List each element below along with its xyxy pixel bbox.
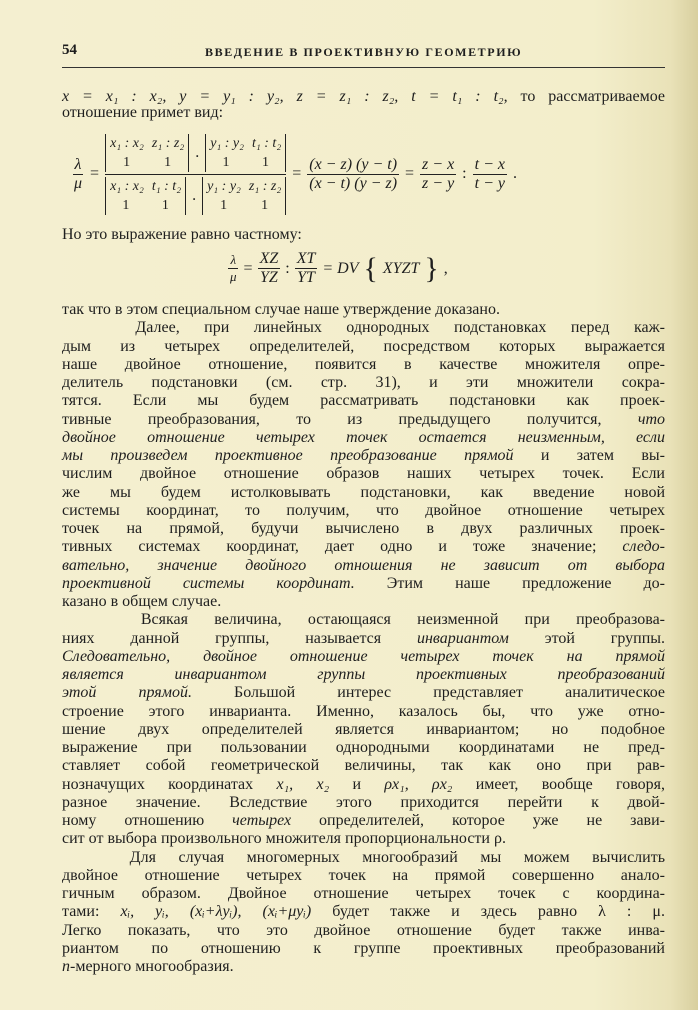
text-line [62,885,665,903]
dv-operator: = DV [322,259,359,277]
text-segment: и [329,775,385,793]
text-segment: ному отношению [62,812,233,829]
text-segment: тами: [62,903,121,921]
text-line [62,922,665,940]
text-segment: -мерного многообразия. [70,958,234,975]
determinant-entry: t₁ : t₂ [252,135,282,151]
text-segment: наше двойное отношение, появится в качестве множителя опре- [62,355,665,373]
page-number: 54 [62,42,77,58]
text-line [62,502,665,520]
italic-text: четырех [232,812,292,829]
text-segment: строение этого инварианта. Именно, казалось бы, что уже отно- [62,702,665,720]
text-segment: Большой интерес представляет аналитическое [191,684,666,702]
text-line [62,830,665,848]
determinant-row [110,196,181,215]
numerator: XZ [259,250,279,267]
difference-fraction [307,156,399,193]
text-segment: тивные преобразования, то из предыдущего получится, [62,410,638,428]
colon: : [285,259,290,277]
denominator [105,175,286,215]
text-line [62,721,665,739]
determinant [105,134,189,172]
dot: . [195,143,200,161]
italic-text: проективной системы координат. [62,574,355,592]
text-line [62,465,665,483]
determinant-entry: 1 [164,154,172,170]
text-line [62,648,665,666]
determinant-row [110,134,184,153]
ratio-2 [473,156,507,193]
fraction-xt-yt [295,250,318,287]
text-segment: Для случая многомерных многообразий мы можем вычислить [62,848,665,866]
determinant [105,177,186,215]
text-segment: сит от выбора произвольного множителя пропорциональности ρ. [62,830,506,848]
text-line [62,903,665,921]
text-line [62,356,665,374]
italic-text: инвариантом [416,629,509,647]
italic-text: двойное отношение четырех точек остается неизменным, если [62,428,665,446]
text-segment: Этим наше предложение до- [354,574,665,592]
text-line [62,703,665,721]
italic-text: мы произведем проективное преобразование прямой [62,447,514,464]
equals: = [292,165,302,182]
comma: , [443,259,448,277]
text-segment: тивных системах координат, дает одно и тоже значение; [62,538,623,556]
determinant-entry: 1 [161,197,169,213]
text-line [62,374,665,392]
denominator: z − y [422,174,455,192]
denominator: (x − t) (y − z) [309,174,398,192]
intro-line-2: отношение примет вид: [62,104,224,121]
determinant-row [110,177,181,196]
determinant-fraction [105,134,286,215]
text-line [62,447,665,465]
text-segment: тятся. Если мы будем рассматривать подстановки как проек- [62,392,665,410]
text-segment: точек на прямой, будучи вычислено в двух различных проек- [62,520,665,537]
determinant-row [207,177,281,196]
text-segment: определителей, которое уже не зави- [291,812,665,829]
mu: μ [74,174,83,192]
text-segment: дым из четырех определителей, посредством которых выражается [62,337,665,355]
header-rule [62,67,665,68]
text-line [62,557,665,575]
italic-text: этой прямой. [62,684,192,702]
text-line: Но это выражение равно частному: [62,226,302,243]
numerator: (x − z) (y − t) [309,155,398,173]
text-line [62,666,665,684]
numerator: XT [296,250,316,267]
text-segment: системы координат, то получим, что двойное отношение четырех [62,501,665,519]
denominator: YT [297,269,315,286]
text-line [62,520,665,538]
text-segment: гичным образом. Двойное отношение четырех точек с координа- [62,885,665,902]
text-segment: двойное отношение четырех точек на прямой совершенно анало- [62,866,665,884]
mu: μ [230,269,237,284]
text-segment: Всякая величина, остающаяся неизменной при преобразова- [62,611,665,629]
text-segment: числим двойное отношение образов наших четырех точек. Если [62,465,665,483]
numerator: z − x [422,155,455,173]
italic-text: является инвариантом группы проективных преобразований [62,666,665,683]
text-segment: будет также и здесь равно λ : μ. [311,903,665,921]
determinant-row [207,196,281,215]
determinant-entry: 1 [261,154,269,170]
determinant-entry: x₁ : x₂ [110,135,144,151]
text-segment: Легко показать, что это двойное отношение будет также инва- [62,921,665,939]
text-line [62,812,665,830]
numerator [105,134,286,175]
points: XYZT [382,259,420,277]
text-segment: шение двух определителей является инвариантом; но подобное [62,720,665,738]
text-line [62,940,665,958]
lambda: λ [230,252,237,267]
text-line [62,757,665,775]
equals: = [243,259,253,277]
text-line [62,538,665,556]
text-segment: риантом по отношению к группе проективных преобразований [62,939,665,957]
text-line [62,739,665,757]
determinant-equation [72,126,672,222]
italic-text: x₁, x₂ [276,775,330,793]
equals: = [90,165,100,182]
cross-ratio-equation [228,250,448,287]
determinant-entry: 1 [220,197,228,213]
determinant-entry: y₁ : y₂ [210,135,245,151]
fraction-xz-yz [258,250,281,287]
text-line [62,849,665,867]
text-segment: так что в этом специальном случае наше утверждение доказано. [62,301,500,318]
determinant-entry: 1 [222,154,230,170]
dot: . [192,186,197,204]
determinant-entry: 1 [122,197,130,213]
text-line [62,611,665,629]
text-segment: казано в общем случае. [62,593,222,610]
italic-text: следо- [622,538,665,556]
ratio-1 [420,156,456,193]
period: . [512,165,517,182]
text-line [62,319,665,337]
text-line [62,392,665,410]
text-line [62,593,665,611]
text-segment: делитель подстановки (см. стр. 31), и эти множители сокра- [62,374,665,391]
lambda-over-mu [72,156,84,193]
text-line [62,958,665,976]
numerator: t − x [474,155,505,173]
determinant-entry: z₁ : z₂ [248,178,282,194]
intro-text: то рассматриваемое [520,88,666,105]
text-line [62,338,665,356]
colon: : [462,165,467,182]
denominator: t − y [474,174,505,192]
text-segment: же мы будем истолковывать подстановки, как введение новой [62,483,665,501]
lambda: λ [74,155,82,173]
text-segment: нозначущих координатах [62,775,277,793]
text-line [62,575,665,593]
determinant [202,177,286,215]
determinant-row [210,134,281,153]
text-line [62,301,665,319]
italic-text: что [637,410,665,428]
left-brace: { [363,251,378,285]
text-line [62,630,665,648]
determinant [205,134,286,172]
determinant-entry: 1 [261,197,269,213]
italic-text: xᵢ, yᵢ, (xᵢ+λyᵢ), (xᵢ+μyᵢ) [120,903,312,921]
right-brace: } [424,251,439,285]
determinant-entry: z₁ : z₂ [151,135,185,151]
intro-math: x = x₁ : x₂, y = y₁ : y₂, z = z₁ : z₂, t = t₁ : t₂, [62,88,508,105]
text-line [62,867,665,885]
italic-text: Следовательно, двойное отношение четырех точек на прямой [62,647,665,665]
determinant-entry: y₁ : y₂ [207,178,241,194]
text-line [62,794,665,812]
text-segment: имеет, вообще говоря, [452,775,666,793]
text-segment: выражение при пользовании однородными координатами не пред- [62,739,665,756]
equals: = [405,165,415,182]
text-segment: и затем вы- [513,447,666,464]
text-line [62,411,665,429]
text-line [62,684,665,702]
text-segment: Далее, при линейных однородных подстановках перед каж- [62,319,665,337]
italic-text: вательно, значение двойного отношения не зависит от выбора [62,556,665,574]
lambda-over-mu [228,252,239,285]
text-segment: разное значение. Вследствие этого приходится перейти к двой- [62,793,665,811]
denominator: YZ [260,269,278,286]
text-segment: ставляет собой геометрической величины, так как оно при рав- [62,757,665,775]
text-line [62,429,665,447]
determinant-entry: 1 [123,154,131,170]
text-line [62,484,665,502]
determinant-entry: x₁ : x₂ [110,178,144,194]
text-line [62,776,665,794]
text-segment: этой группы. [508,629,665,647]
italic-text: n [62,958,70,975]
determinant-entry: t₁ : t₂ [151,178,182,194]
determinant-row [110,153,184,172]
running-title: ВВЕДЕНИЕ В ПРОЕКТИВНУЮ ГЕОМЕТРИЮ [205,45,523,59]
determinant-row [210,153,281,172]
text-segment: ниях данной группы, называется [62,629,417,647]
italic-text: ρx₁, ρx₂ [384,775,453,793]
